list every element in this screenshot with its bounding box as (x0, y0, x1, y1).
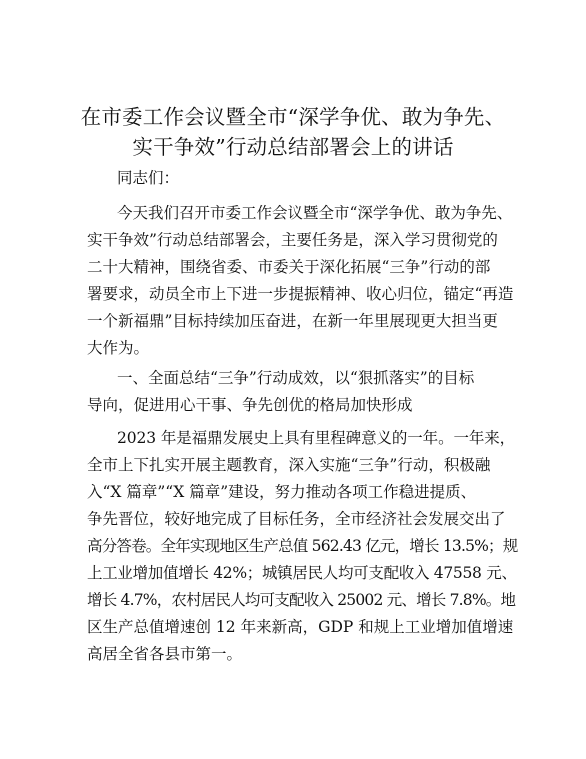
section-heading-1 (87, 365, 517, 419)
text-line: 署要求，动员全市上下进一步提振精神、收心归位，锚定“再造 (87, 285, 514, 303)
text-line: 今天我们召开市委工作会议暨全市“深学争优、敢为争先、 (117, 204, 513, 222)
paragraph-achievements (87, 425, 517, 668)
heading-line: 导向，促进用心干事、争先创优的格局加快形成 (87, 396, 413, 414)
text-line: 增长 4.7%，农村居民人均可支配收入 25002 元、增长 7.8%。地 (87, 591, 516, 609)
text-line: 高居全省各县市第一。 (87, 645, 243, 663)
salutation: 同志们： (117, 169, 180, 187)
text-line: 上工业增加值增长 42%；城镇居民人均可支配收入 47558 元、 (87, 564, 517, 582)
text-line: 区生产总值增速创 12 年来新高，GDP 和规上工业增加值增速 (87, 618, 514, 636)
title-line-1: 在市委工作会议暨全市“深学争优、敢为争先、 (80, 105, 506, 129)
text-line: 高分答卷。全年实现地区生产总值 562.43 亿元，增长 13.5%；规 (87, 537, 518, 555)
text-line: 大作为。 (87, 339, 150, 357)
heading-line: 一、全面总结“三争”行动成效，以“狠抓落实”的目标 (117, 369, 475, 387)
text-line: 二十大精神，围绕省委、市委关于深化拓展“三争”行动的部 (87, 258, 491, 276)
text-line: 入“X 篇章”“X 篇章”建设，努力推动各项工作稳进提质、 (87, 483, 477, 501)
paragraph-intro (87, 200, 517, 362)
text-line: 一个新福鼎”目标持续加压奋进，在新一年里展现更大担当更 (87, 312, 498, 330)
text-line: 2023 年是福鼎发展史上具有里程碑意义的一年。一年来， (117, 429, 516, 447)
text-line: 实干争效”行动总结部署会，主要任务是，深入学习贯彻党的 (87, 231, 498, 249)
text-line: 全市上下扎实开展主题教育，深入实施“三争”行动，积极融 (87, 456, 491, 474)
text-line: 争先晋位，较好地完成了目标任务，全市经济社会发展交出了 (87, 510, 506, 528)
title-line-2: 实干争效”行动总结部署会上的讲话 (132, 135, 454, 159)
